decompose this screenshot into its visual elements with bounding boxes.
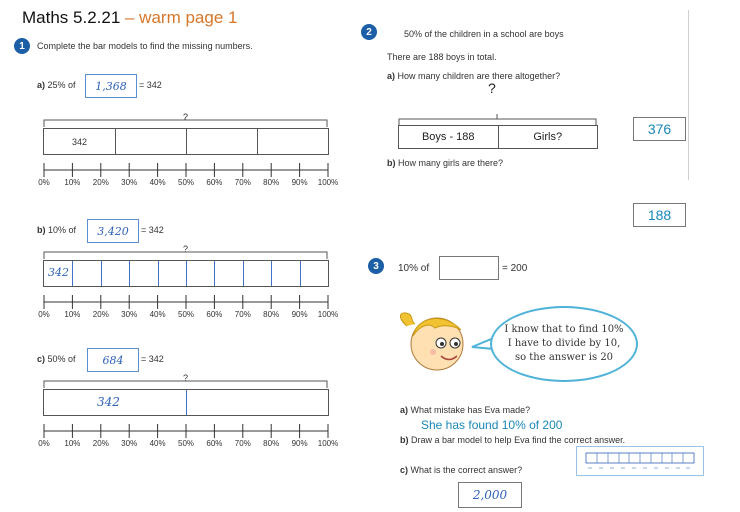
question-3-blank-box[interactable]	[439, 256, 499, 280]
axis-tick-label: 30%	[121, 439, 138, 448]
axis-tick-label: 70%	[234, 178, 251, 187]
part-c-bar-model	[43, 389, 329, 416]
question-3c: c) What is the correct answer?	[400, 465, 523, 475]
axis-tick-label: 60%	[206, 178, 223, 187]
axis-tick-label: 10%	[64, 178, 81, 187]
bar-girls-segment: Girls?	[533, 131, 563, 143]
axis-tick-label: 10%	[64, 310, 81, 319]
axis-tick-label: 80%	[263, 439, 280, 448]
question-3b-sketch	[576, 446, 704, 476]
part-a-suffix: = 342	[139, 80, 162, 90]
axis-tick-label: 70%	[234, 439, 251, 448]
question-3-badge: 3	[368, 258, 384, 274]
question-3a: a) What mistake has Eva made?	[400, 405, 531, 415]
question-2a: a) How many children are there altogether?	[387, 71, 561, 81]
part-c-answer-box[interactable]: 684	[87, 348, 139, 372]
part-b-label: b) 10% of	[37, 225, 77, 235]
question-2-question-mark: ?	[488, 80, 496, 96]
part-b-answer-box[interactable]: 3,420	[87, 219, 139, 243]
part-b-suffix: = 342	[141, 225, 164, 235]
part-c-label: c) 50% of	[37, 354, 76, 364]
axis-tick-label: 80%	[263, 178, 280, 187]
question-3c-answer-box[interactable]: 2,000	[458, 482, 522, 508]
part-b-brace	[43, 250, 328, 260]
question-2-brace	[398, 96, 598, 126]
part-b-axis-labels	[0, 310, 360, 322]
axis-tick-label: 100%	[317, 439, 339, 448]
axis-tick-label: 40%	[149, 439, 166, 448]
question-3b: b) Draw a bar model to help Eva find the correct answer.	[400, 435, 626, 445]
title-text: Maths 5.2.21	[22, 8, 121, 27]
part-a-label: a) 25% of	[37, 80, 76, 90]
axis-tick-label: 50%	[177, 310, 195, 319]
axis-tick-label: 50%	[177, 439, 195, 448]
part-a-question-mark: ?	[183, 112, 189, 122]
question-3a-answer[interactable]: She has found 10% of 200	[421, 418, 563, 432]
part-b-bar-value: 342	[48, 266, 69, 279]
question-1-instruction: Complete the bar models to find the missing numbers.	[37, 41, 253, 51]
axis-tick-label: 50%	[177, 178, 195, 187]
title-accent: – warm page 1	[120, 8, 238, 27]
axis-tick-label: 90%	[291, 439, 308, 448]
question-3-prefix: 10% of	[398, 263, 430, 274]
part-a-answer-box[interactable]: 1,368	[85, 74, 137, 98]
question-2-badge: 2	[361, 24, 377, 40]
part-a-bar-value: 342	[72, 137, 88, 147]
axis-tick-label: 20%	[92, 310, 109, 319]
axis-tick-label: 100%	[317, 310, 339, 319]
axis-tick-label: 0%	[38, 439, 50, 448]
axis-tick-label: 100%	[317, 178, 339, 187]
axis-tick-label: 80%	[263, 310, 280, 319]
part-c-bar-value: 342	[97, 395, 120, 409]
eva-face-icon	[395, 308, 473, 374]
axis-tick-label: 90%	[291, 178, 308, 187]
part-c-suffix: = 342	[141, 354, 164, 364]
axis-tick-label: 70%	[234, 310, 251, 319]
axis-tick-label: 0%	[38, 178, 50, 187]
part-a-axis-labels	[0, 178, 360, 190]
eva-speech-bubble: I know that to find 10% I have to divide by 10, so the answer is 20	[490, 306, 638, 382]
question-2a-answer-box[interactable]: 376	[633, 117, 686, 141]
axis-tick-label: 20%	[92, 439, 109, 448]
axis-tick-label: 30%	[121, 178, 138, 187]
part-c-question-mark: ?	[183, 373, 189, 383]
question-2b: b) How many girls are there?	[387, 158, 504, 168]
part-b-question-mark: ?	[183, 244, 189, 254]
axis-tick-label: 60%	[206, 439, 223, 448]
axis-tick-label: 30%	[121, 310, 138, 319]
part-a-bar-model	[43, 128, 329, 155]
axis-tick-label: 0%	[38, 310, 50, 319]
bar-boys-segment: Boys - 188	[399, 126, 499, 148]
part-b-bar-model	[43, 260, 329, 287]
question-2b-answer-box[interactable]: 188	[633, 203, 686, 227]
question-2-fact: There are 188 boys in total.	[387, 52, 497, 62]
axis-tick-label: 20%	[92, 178, 109, 187]
axis-tick-label: 40%	[149, 178, 166, 187]
question-1-badge: 1	[14, 38, 30, 54]
question-3-suffix: = 200	[502, 263, 528, 274]
axis-tick-label: 10%	[64, 439, 81, 448]
part-c-brace	[43, 379, 328, 389]
part-a-brace	[43, 118, 328, 128]
axis-tick-label: 40%	[149, 310, 166, 319]
part-c-axis-labels	[0, 439, 360, 451]
page-title	[22, 8, 237, 28]
question-2-statement: 50% of the children in a school are boys	[404, 29, 564, 39]
axis-tick-label: 60%	[206, 310, 223, 319]
question-2-bar-model	[398, 125, 598, 149]
page-divider	[688, 10, 689, 180]
axis-tick-label: 90%	[291, 310, 308, 319]
